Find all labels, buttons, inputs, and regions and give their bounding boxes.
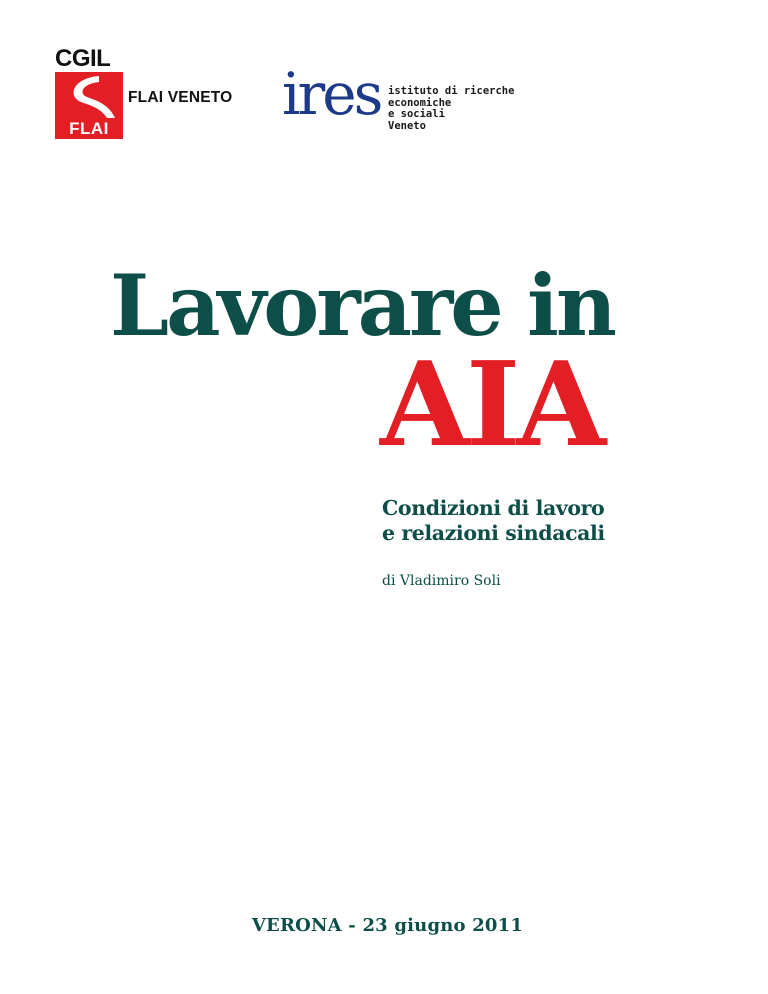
title-line-2: AIA bbox=[380, 337, 603, 473]
ires-wordmark: ires bbox=[282, 60, 381, 128]
ires-logo bbox=[282, 60, 382, 130]
ires-description-line: Veneto bbox=[388, 119, 426, 132]
title-line-1: Lavorare in bbox=[110, 256, 614, 355]
flai-wordmark: FLAI bbox=[69, 119, 109, 138]
footer-place-date bbox=[0, 914, 768, 938]
subtitle bbox=[382, 496, 605, 546]
subtitle-line: e relazioni sindacali bbox=[382, 521, 605, 545]
ires-description bbox=[388, 86, 514, 132]
footer-text: VERONA - 23 giugno 2011 bbox=[251, 915, 524, 936]
cgil-wordmark: CGIL bbox=[55, 45, 111, 72]
flai-swoosh-icon bbox=[55, 72, 123, 122]
ires-description-line: economiche bbox=[388, 96, 452, 109]
cgil-flai-logo bbox=[55, 45, 123, 139]
flai-red-box bbox=[55, 72, 123, 139]
ires-description-line: e sociali bbox=[388, 108, 445, 120]
author-byline: di Vladimiro Soli bbox=[382, 573, 501, 589]
flai-veneto-label: FLAI VENETO bbox=[128, 89, 233, 106]
ires-description-line: istituto di ricerche bbox=[388, 85, 515, 97]
subtitle-line: Condizioni di lavoro bbox=[382, 496, 605, 520]
